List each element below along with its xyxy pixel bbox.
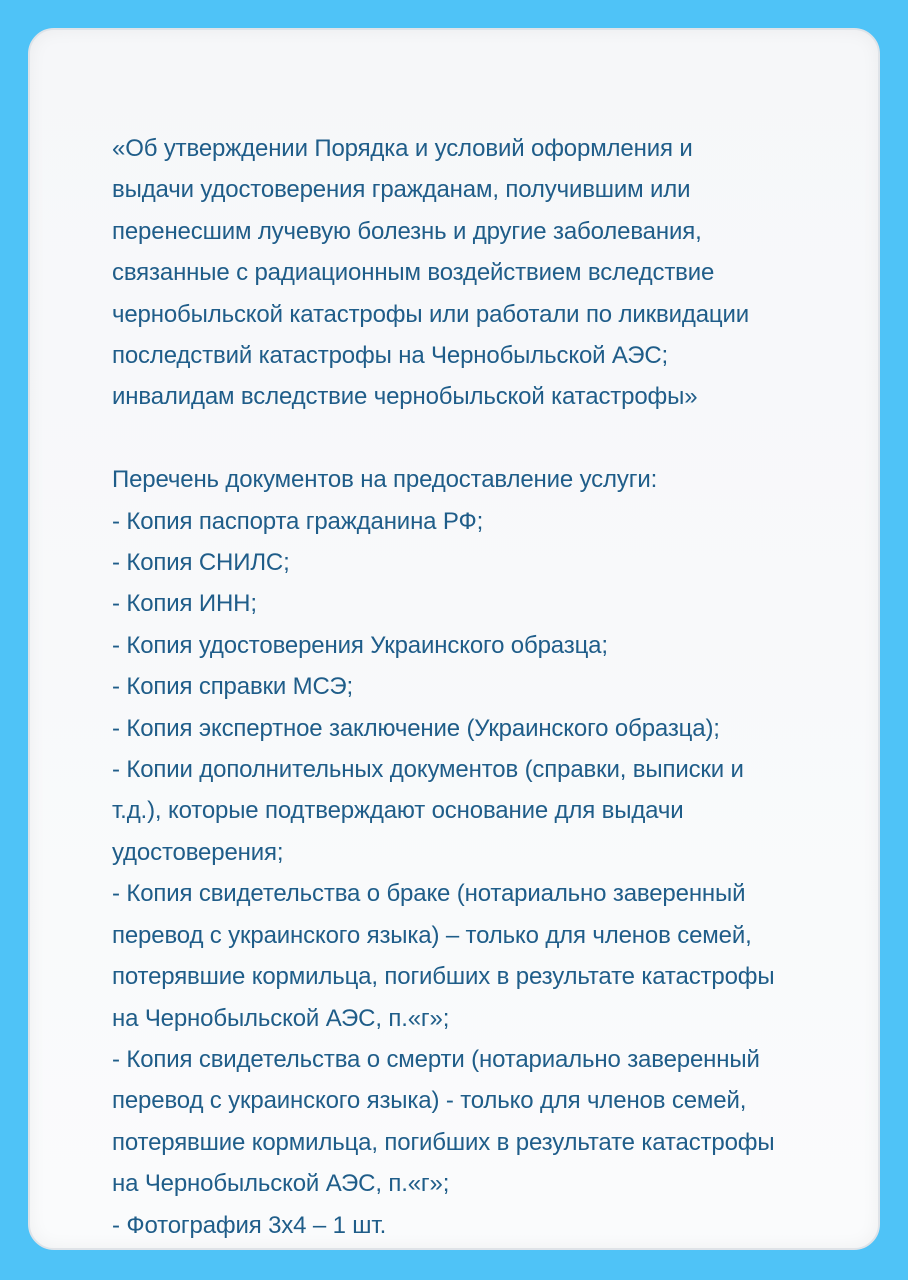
title-line: инвалидам вследствие чернобыльской катастрофы» [112, 383, 698, 411]
list-heading: Перечень документов на предоставление услуги: [112, 466, 658, 494]
title-line: выдачи удостоверения гражданам, получившим или [112, 176, 691, 204]
list-item-line: - Копии дополнительных документов (справки, выписки и [112, 756, 744, 784]
list-item-line: т.д.), которые подтверждают основание для выдачи [112, 797, 684, 825]
list-item-line: - Копия СНИЛС; [112, 549, 290, 577]
list-item-line: - Копия паспорта гражданина РФ; [112, 507, 484, 535]
title-line: связанные с радиационным воздействием вследствие [112, 259, 715, 287]
list-item-line: на Чернобыльской АЭС, п.«г»; [112, 1170, 450, 1198]
list-item-line: - Копия свидетельства о браке (нотариально заверенный [112, 880, 746, 908]
list-item-line: - Копия ИНН; [112, 590, 257, 618]
list-item-line: - Копия удостоверения Украинского образца; [112, 631, 608, 659]
list-item-line: удостоверения; [112, 838, 284, 866]
list-item-line: - Копия справки МСЭ; [112, 673, 354, 701]
title-line: последствий катастрофы на Чернобыльской АЭС; [112, 342, 669, 370]
title-line: чернобыльской катастрофы или работали по ликвидации [112, 300, 749, 328]
list-item-line: - Копия свидетельства о смерти (нотариально заверенный [112, 1045, 760, 1073]
document-content [112, 128, 852, 1246]
title-line: перенесшим лучевую болезнь и другие заболевания, [112, 217, 702, 245]
paragraph-gap [112, 418, 852, 459]
list-item-line: потерявшие кормильца, погибших в результате катастрофы [112, 963, 775, 991]
list-item-line: перевод с украинского языка) - только для членов семей, [112, 1087, 747, 1115]
list-item-line: перевод с украинского языка) – только для членов семей, [112, 921, 752, 949]
list-item-line: - Копия экспертное заключение (Украинского образца); [112, 714, 720, 742]
document-card [28, 28, 880, 1250]
list-item-line: - Фотография 3х4 – 1 шт. [112, 1211, 387, 1239]
list-item-line: на Чернобыльской АЭС, п.«г»; [112, 1004, 450, 1032]
list-item-line: потерявшие кормильца, погибших в результате катастрофы [112, 1128, 775, 1156]
title-line: «Об утверждении Порядка и условий оформления и [112, 135, 693, 162]
